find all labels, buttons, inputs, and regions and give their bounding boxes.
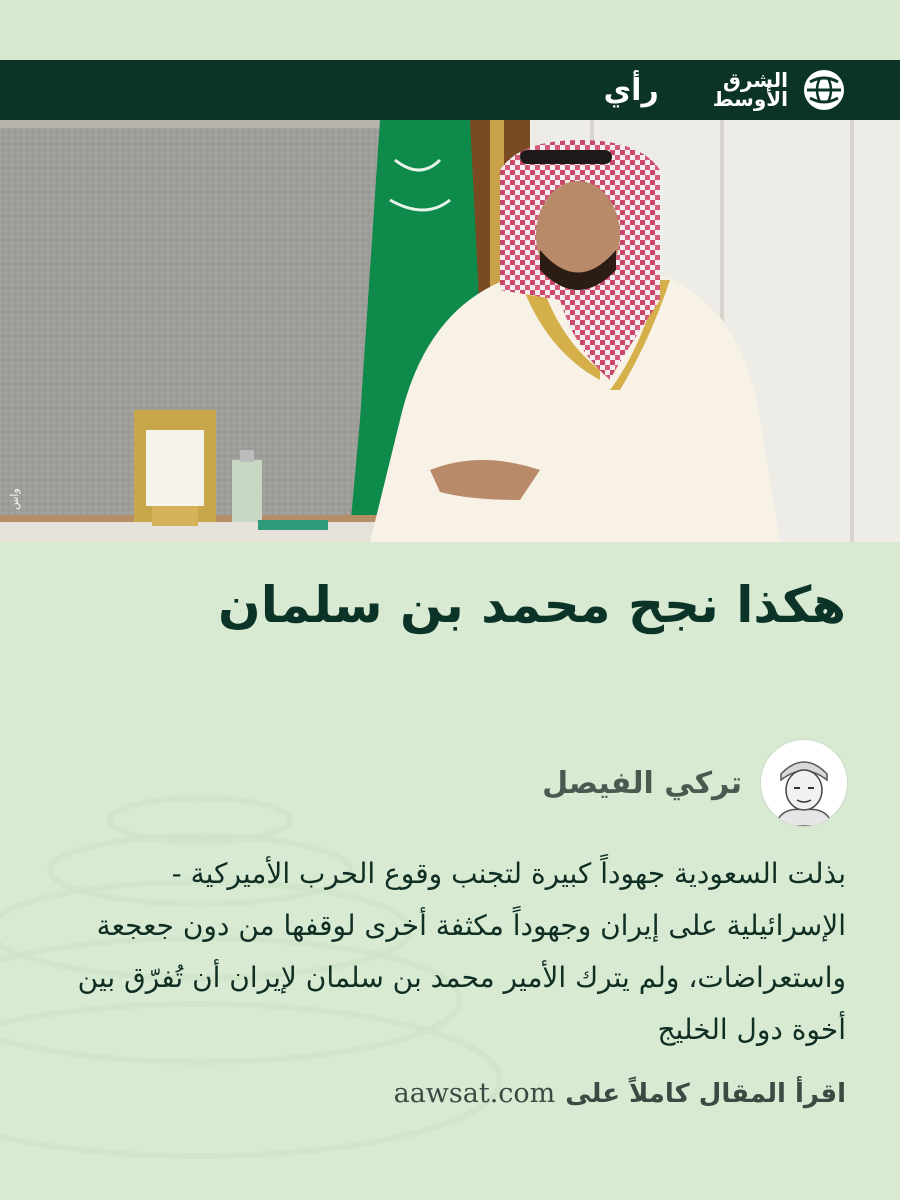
logo-line-2: الأوسط (712, 87, 788, 111)
globe-logo-icon (802, 68, 846, 112)
photo-credit: واس (8, 488, 21, 510)
brand[interactable] (604, 68, 846, 112)
photo-illustration (0, 120, 900, 542)
article-photo[interactable] (0, 120, 900, 542)
author-avatar (760, 739, 848, 827)
author-portrait-sketch (761, 740, 847, 826)
logo-wordmark (712, 68, 788, 111)
cta-link[interactable]: aawsat.com (393, 1078, 556, 1109)
cta-text: اقرأ المقال كاملاً على (565, 1079, 846, 1109)
read-more-cta[interactable] (394, 1078, 846, 1109)
header-bar (0, 60, 900, 120)
top-band (0, 0, 900, 60)
agal (520, 150, 612, 164)
author-name: تركي الفيصل (542, 765, 742, 801)
section-label: رأي (603, 72, 659, 108)
article-excerpt: بذلت السعودية جهوداً كبيرة لتجنب وقوع الحرب الأميركية - الإسرائيلية على إيران وجهوداً مكثفة أخرى لوقفها من دون جعجعة واستعراضات، ولم يترك الأمير محمد بن سلمان لإيران أن تُفرّق بين أخوة دول الخليج (77, 857, 846, 1046)
logo-line-1: الشرق (722, 68, 788, 92)
author-row[interactable] (542, 738, 848, 828)
sanitizer-bottle (232, 460, 262, 522)
article-headline[interactable]: هكذا نجح محمد بن سلمان (218, 576, 846, 634)
